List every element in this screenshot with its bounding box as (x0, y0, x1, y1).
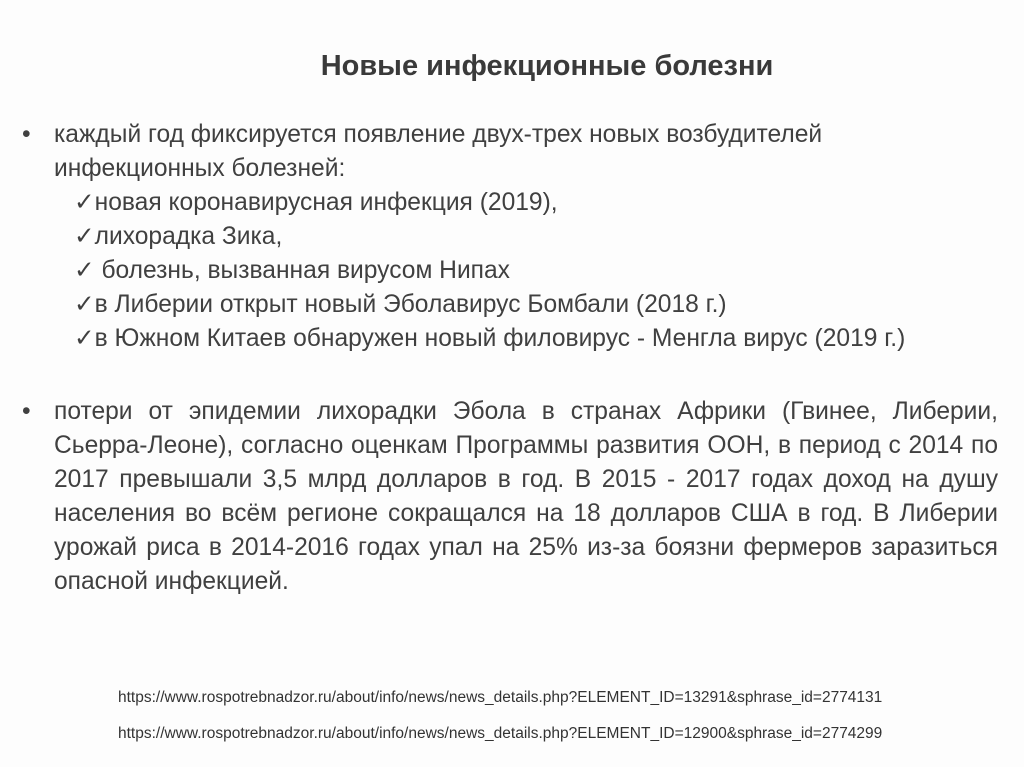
bullet-new-pathogens (22, 118, 998, 356)
checklist-item: ✓в Либерии открыт новый Эболавирус Бомбали (2018 г.) (74, 291, 727, 318)
checklist-item: ✓новая коронавирусная инфекция (2019), (74, 189, 558, 216)
bullet-text: потери от эпидемии лихорадки Эбола в странах Африки (Гвинее, Либерии, Сьерра-Леоне), согласно оценкам Программы развития ООН, в период с 2014 по 2017 превышали 3,5 млрд долларов в год. В 2015 - 2017 годах доход на душу населения во всём регионе сокращался на 18 долларов США в год. В Либерии урожай риса в 2014-2016 годах упал на 25% из-за боязни фермеров заразиться опасной инфекцией. (54, 398, 998, 595)
source-link[interactable]: https://www.rospotrebnadzor.ru/about/info/news/news_details.php?ELEMENT_ID=12900&sphrase_id=2774299 (118, 725, 883, 742)
source-link[interactable]: https://www.rospotrebnadzor.ru/about/info/news/news_details.php?ELEMENT_ID=13291&sphrase_id=2774131 (118, 689, 883, 706)
bullet-ebola-losses (22, 395, 998, 599)
checklist-item: ✓лихорадка Зика, (74, 223, 283, 250)
bullet-marker: • (22, 121, 31, 148)
slide-title: Новые инфекционные болезни (320, 50, 774, 82)
checklist-item: ✓ болезнь, вызванная вирусом Нипах (74, 257, 510, 284)
checklist-item: ✓в Южном Китаев обнаружен новый филовирус - Менгла вирус (2019 г.) (74, 325, 906, 352)
bullet-text: каждый год фиксируется появление двух-трех новых возбудителей инфекционных болезней: (54, 121, 823, 182)
bullet-marker: • (22, 398, 31, 425)
checklist (74, 186, 998, 356)
